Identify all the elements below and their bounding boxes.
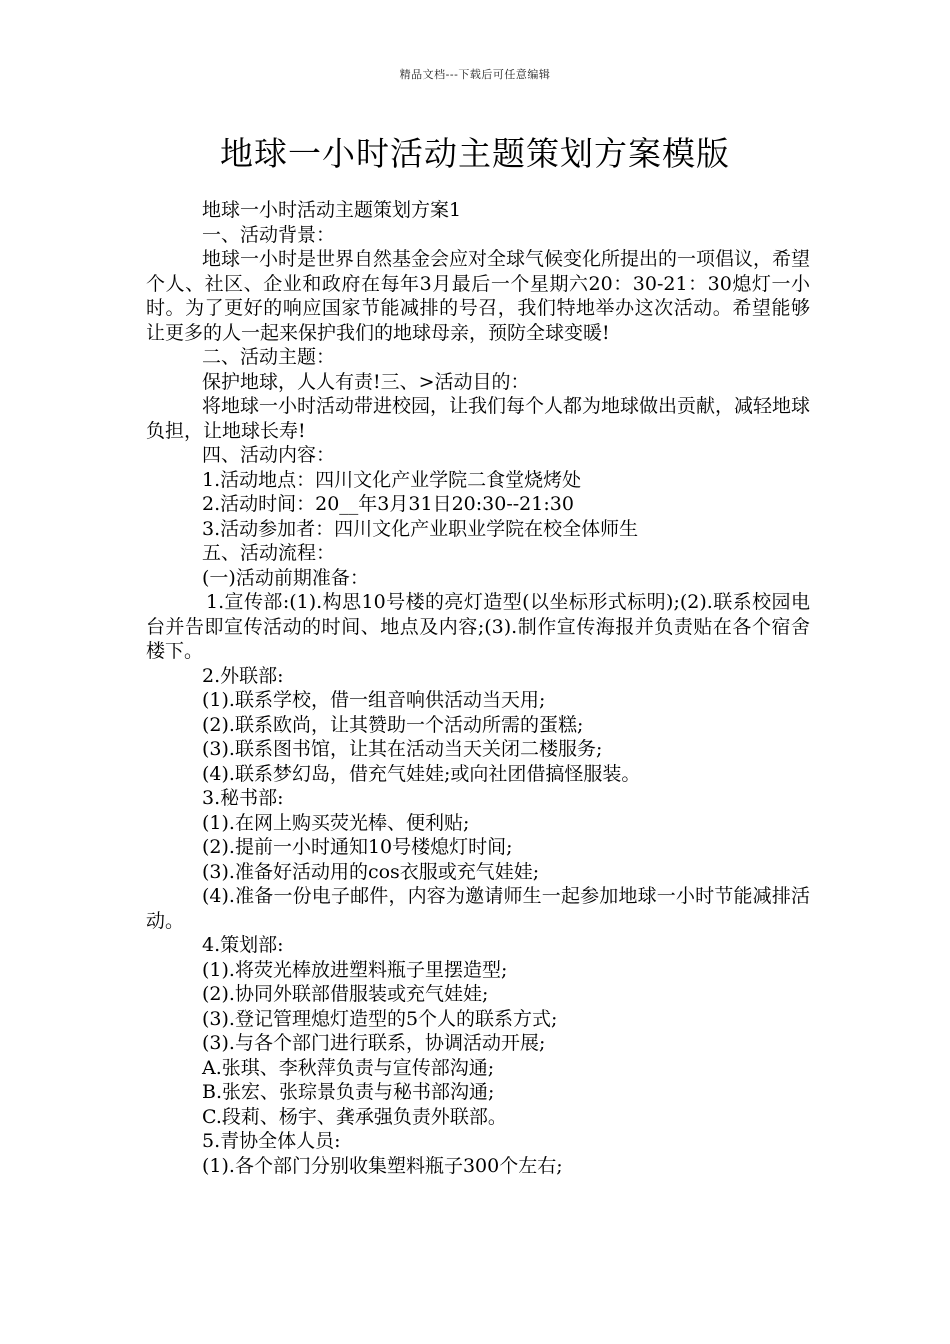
paragraph: 二、活动主题： — [202, 346, 336, 368]
paragraph: 地球一小时活动主题策划方案1 — [202, 199, 462, 221]
header-note: 精品文档---下载后可任意编辑 — [399, 68, 551, 81]
paragraph: 5.青协全体人员: — [202, 1130, 341, 1152]
paragraph: 3.活动参加者：四川文化产业职业学院在校全体师生 — [202, 517, 639, 540]
paragraph: 1.活动地点：四川文化产业学院二食堂烧烤处 — [202, 468, 582, 491]
paragraph: A.张琪、李秋萍负责与宣传部沟通; — [202, 1056, 495, 1079]
paragraph: (1).在网上购买荧光棒、便利贴; — [202, 811, 470, 834]
document-body — [146, 198, 810, 1178]
paragraph: (4).联系梦幻岛，借充气娃娃;或向社团借搞怪服装。 — [202, 762, 641, 785]
paragraph: 3.秘书部: — [202, 787, 284, 809]
paragraph: (3).准备好活动用的cos衣服或充气娃娃; — [202, 860, 540, 883]
paragraph: 2.外联部: — [202, 664, 284, 687]
paragraph: 将地球一小时活动带进校园，让我们每个人都为地球做出贡献，减轻地球负担，让地球长寿! — [146, 395, 811, 442]
paragraph: (3).与各个部门进行联系，协调活动开展; — [202, 1032, 546, 1054]
paragraph: 4.策划部: — [202, 934, 284, 956]
paragraph: 地球一小时是世界自然基金会应对全球气候变化所提出的一项倡议，希望个人、社区、企业和政府在每年3月最后一个星期六20：30-21：30熄灯一小时。为了更好的响应国家节能减排的号召，我们特地举办这次活动。希望能够让更多的人一起来保护我们的地球母亲，预防全球变暖! — [146, 248, 811, 344]
paragraph: 四、活动内容： — [202, 444, 336, 466]
paragraph: C.段莉、杨宇、龚承强负责外联部。 — [202, 1105, 507, 1128]
paragraph: 五、活动流程： — [202, 542, 336, 564]
paragraph: B.张宏、张琮景负责与秘书部沟通; — [202, 1081, 495, 1103]
paragraph: 1.宣传部:(1).构思10号楼的亮灯造型(以坐标形式标明);(2).联系校园电台并告即宣传活动的时间、地点及内容;(3).制作宣传海报并负责贴在各个宿舍楼下。 — [146, 591, 810, 662]
paragraph: (2).联系欧尚，让其赞助一个活动所需的蛋糕; — [202, 713, 584, 736]
paragraph: (4).准备一份电子邮件，内容为邀请师生一起参加地球一小时节能减排活动。 — [146, 885, 810, 932]
paragraph: 2.活动时间：20__年3月31日20:30--21:30 — [202, 493, 574, 515]
paragraph: (2).协同外联部借服装或充气娃娃; — [202, 983, 489, 1005]
paragraph: (1).联系学校，借一组音响供活动当天用; — [202, 689, 546, 711]
paragraph: 保护地球，人人有责!三、>活动目的： — [202, 370, 530, 393]
paragraph: (3).登记管理熄灯造型的5个人的联系方式; — [202, 1007, 558, 1030]
paragraph: (2).提前一小时通知10号楼熄灯时间; — [202, 836, 513, 858]
document-title: 地球一小时活动主题策划方案模版 — [220, 134, 730, 173]
paragraph: 一、活动背景： — [202, 223, 336, 246]
paragraph: (一)活动前期准备： — [202, 566, 369, 589]
paragraph: (1).各个部门分别收集塑料瓶子300个左右; — [202, 1154, 563, 1177]
paragraph: (1).将荧光棒放进塑料瓶子里摆造型; — [202, 958, 508, 981]
paragraph: (3).联系图书馆，让其在活动当天关闭二楼服务; — [202, 738, 603, 760]
